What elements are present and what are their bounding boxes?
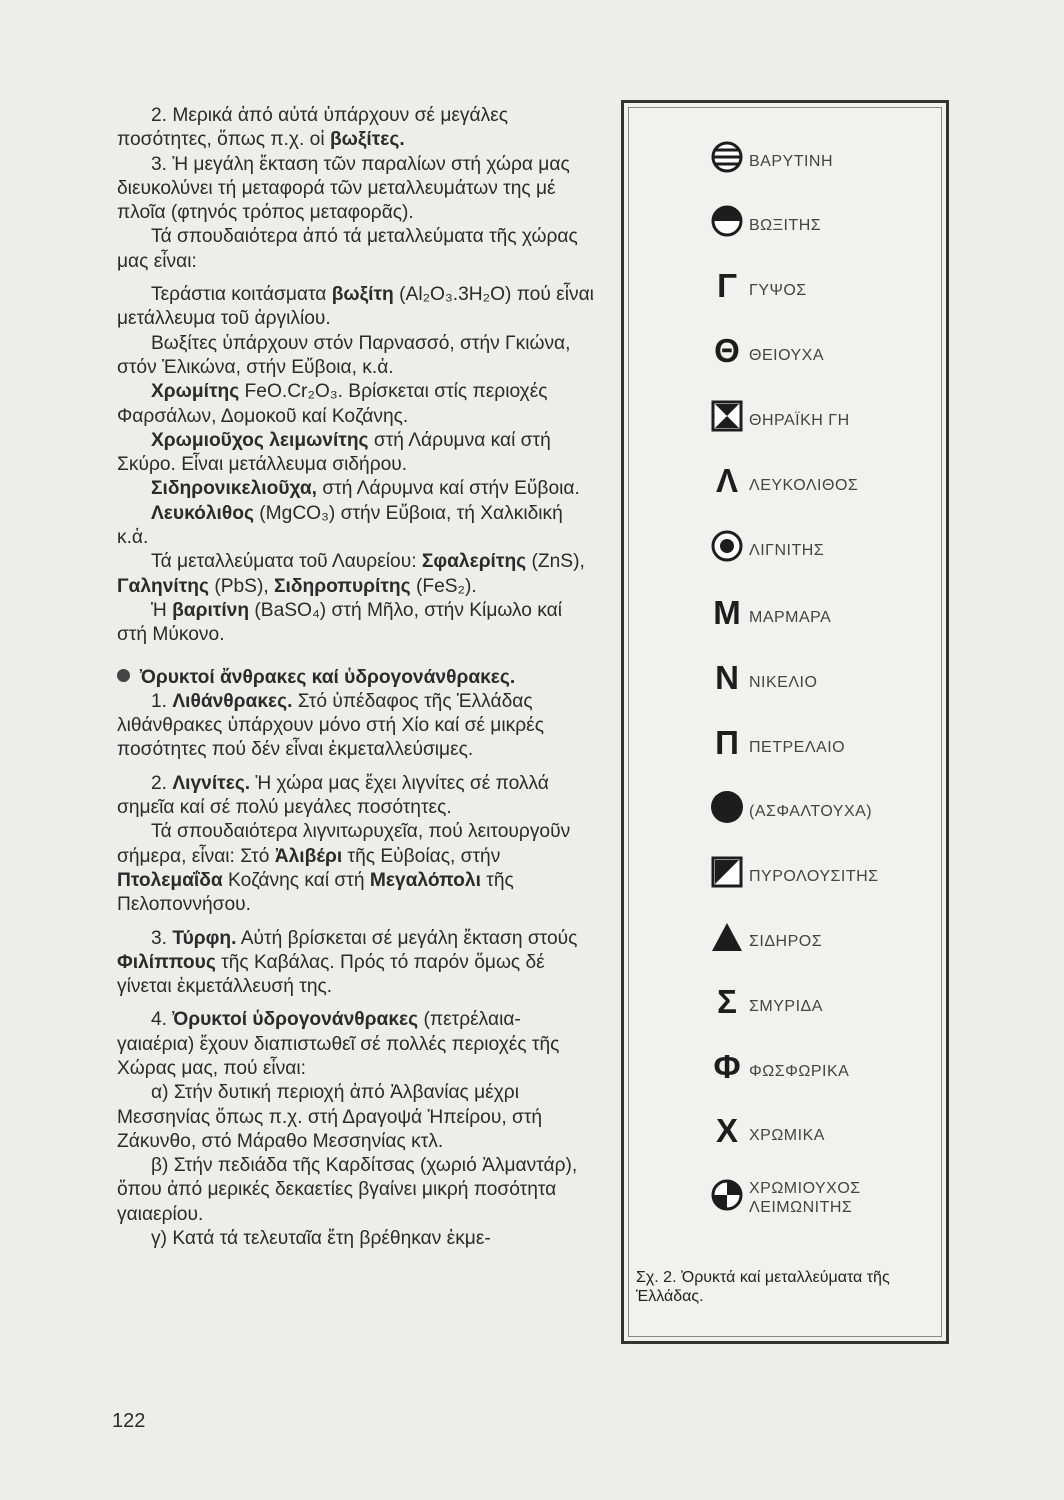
legend-item-bauxite bbox=[709, 203, 939, 243]
legend-label: (ΑΣΦΑΛΤΟΥΧΑ) bbox=[749, 803, 873, 820]
legend-label: ΒΑΡΥΤΙΝΗ bbox=[749, 153, 834, 170]
paragraph: Λευκόλιθος (MgCO₃) στήν Εὔβοια, τή Χαλκιδική κ.ἀ. bbox=[117, 502, 563, 549]
paragraph: 2. Μερικά ἀπό αὐτά ὑπάρχουν σέ μεγάλες ποσότητες, ὅπως π.χ. οἱ βωξίτες. bbox=[117, 105, 509, 151]
legend-item-emery bbox=[709, 984, 939, 1024]
legend-item-gypsum bbox=[709, 268, 939, 308]
paragraph: Ἡ βαριτίνη (BaSO₄) στή Μῆλο, στήν Κίμωλο καί στή Μύκονο. bbox=[117, 599, 563, 646]
figure-caption: Σχ. 2. Ὀρυκτά καί μεταλλεύματα τῆς Ἑλλάδας. bbox=[636, 1269, 890, 1305]
legend-symbol: Θ bbox=[714, 332, 740, 369]
paragraph: α) Στήν δυτική περιοχή ἀπό Ἀλβανίας μέχρι Μεσσηνίας ὅπως π.χ. στή Δραγοψά Ἠπείρου, στή Ζάκυνθο, στό Μάραθο Μεσσηνίας κτλ. bbox=[117, 1082, 543, 1152]
legend-item-barytine bbox=[709, 139, 939, 179]
legend-label: ΛΙΓΝΙΤΗΣ bbox=[749, 542, 825, 559]
legend-label: ΛΕΥΚΟΛΙΘΟΣ bbox=[749, 477, 859, 494]
legend-label: ΘΕΙΟΥΧΑ bbox=[749, 347, 825, 364]
legend-symbol: N bbox=[715, 659, 739, 696]
legend-label: ΠΕΤΡΕΛΑΙΟ bbox=[749, 739, 846, 756]
paragraph: 2. Λιγνίτες. Ἡ χώρα μας ἔχει λιγνίτες σέ πολλά σημεῖα καί σέ πολύ μεγάλες ποσότητες. bbox=[117, 772, 549, 819]
legend-item-marble bbox=[709, 595, 939, 635]
legend-symbol: M bbox=[713, 594, 741, 631]
legend-item-sulfides bbox=[709, 333, 939, 373]
paragraph: Τά σπουδαιότερα ἀπό τά μεταλλεύματα τῆς χώρας μας εἶναι: bbox=[117, 226, 578, 272]
legend-symbol: Φ bbox=[713, 1048, 741, 1085]
paragraph: γ) Κατά τά τελευταῖα ἔτη βρέθηκαν ἐκμε- bbox=[151, 1228, 491, 1250]
legend-box bbox=[621, 100, 949, 1344]
legend-item-asphalt bbox=[709, 789, 939, 829]
paragraph: Τά μεταλλεύματα τοῦ Λαυρείου: Σφαλερίτης (ZnS), Γαληνίτης (PbS), Σιδηροπυρίτης (FeS₂). bbox=[117, 551, 585, 597]
legend-item-lignite bbox=[709, 528, 939, 568]
paragraph: Βωξίτες ὑπάρχουν στόν Παρνασσό, στήν Γκιώνα, στόν Ἑλικώνα, στήν Εὔβοια, κ.ἀ. bbox=[117, 332, 571, 378]
legend-symbol: Γ bbox=[717, 267, 737, 304]
paragraph: Χρωμίτης FeO.Cr₂O₃. Βρίσκεται στίς περιοχές Φαρσάλων, Δομοκοῦ καί Κοζάνης. bbox=[117, 381, 548, 427]
legend-item-petroleum bbox=[709, 725, 939, 765]
paragraph: 4. Ὀρυκτοί ὑδρογονάνθρακες (πετρέλαια-γαιαέρια) ἔχουν διαπιστωθεῖ σέ πολλές περιοχές τῆς Χώρας μας, πού εἶναι: bbox=[117, 1009, 560, 1079]
bullseye-icon bbox=[709, 528, 745, 564]
legend-label: ΒΩΞΙΤΗΣ bbox=[749, 217, 822, 234]
paragraph: Τεράστια κοιτάσματα βωξίτη (Al₂O₃.3H₂O) πού εἶναι μετάλλευμα τοῦ ἀργιλίου. bbox=[117, 284, 594, 330]
page-number: 122 bbox=[112, 1410, 146, 1432]
legend-item-iron bbox=[709, 919, 939, 959]
legend-item-pyrolusite bbox=[709, 854, 939, 894]
legend-item-magnesite bbox=[709, 463, 939, 503]
striped-circle-icon bbox=[709, 139, 745, 175]
bullet-icon bbox=[117, 669, 130, 682]
legend-label: ΓΥΨΟΣ bbox=[749, 282, 807, 299]
paragraph: Τά σπουδαιότερα λιγνιτωρυχεῖα, πού λειτουργοῦν σήμερα, εἶναι: Στό Ἀλιβέρι τῆς Εὐβοίας, στήν Πτολεμαΐδα Κοζάνης καί στή Μεγαλόπολι τῆς Πελοποννήσου. bbox=[117, 821, 571, 916]
legend-label: ΦΩΣΦΩΡΙΚΑ bbox=[749, 1063, 850, 1080]
legend-symbol: Π bbox=[715, 724, 739, 761]
legend-label: ΠΥΡΟΛΟΥΣΙΤΗΣ bbox=[749, 868, 879, 885]
main-text-column bbox=[117, 104, 595, 1251]
legend-label: ΧΡΩΜΙΟΥΧΟΣ ΛΕΙΜΩΝΙΤΗΣ bbox=[749, 1180, 861, 1216]
legend-item-chromium bbox=[709, 1113, 939, 1153]
legend-item-nickel bbox=[709, 660, 939, 700]
legend-symbol: Λ bbox=[715, 462, 738, 499]
legend-label: ΜΑΡΜΑΡΑ bbox=[749, 609, 832, 626]
legend-label: ΣΜΥΡΙΔΑ bbox=[749, 998, 823, 1015]
paragraph: 3. Τύρφη. Αὐτή βρίσκεται σέ μεγάλη ἔκταση στούς Φιλίππους τῆς Καβάλας. Πρός τό παρόν ὅμως δέ γίνεται ἐκμετάλλευσή της. bbox=[117, 927, 578, 998]
paragraph: β) Στήν πεδιάδα τῆς Καρδίτσας (χωριό Ἀλμαντάρ), ὅπου ἀπό μερικές δεκαετίες βγαίνει μικρή ποσότητα γαιαερίου. bbox=[117, 1155, 578, 1225]
legend-symbol: X bbox=[715, 1112, 738, 1149]
legend-item-thera-earth bbox=[709, 398, 939, 438]
legend-label: ΘΗΡΑΪΚΗ ΓΗ bbox=[749, 412, 850, 429]
quartered-circle-icon bbox=[709, 1177, 745, 1213]
legend-item-chromiferous-limonite bbox=[709, 1177, 939, 1217]
paragraph: 1. Λιθάνθρακες. Στό ὑπέδαφος τῆς Ἑλλάδας λιθάνθρακες ὑπάρχουν μόνο στή Χίο καί σέ μικρές ποσότητες πού δέν εἶναι ἐκμεταλλεύσιμες. bbox=[117, 690, 544, 761]
hourglass-square-icon bbox=[709, 398, 745, 434]
diagonal-square-icon bbox=[709, 854, 745, 890]
filled-triangle-icon bbox=[709, 919, 745, 955]
paragraph: Χρωμιοῦχος λειμωνίτης στή Λάρυμνα καί στή Σκύρο. Εἶναι μετάλλευμα σιδήρου. bbox=[117, 429, 551, 476]
legend-item-phosphates bbox=[709, 1049, 939, 1089]
legend-label: ΝΙΚΕΛΙΟ bbox=[749, 674, 818, 691]
paragraph: 3. Ἡ μεγάλη ἔκταση τῶν παραλίων στή χώρα μας διευκολύνει τή μεταφορά τῶν μεταλλευμάτων της μέ πλοῖα (φτηνός τρόπος μεταφορᾶς). bbox=[117, 153, 570, 224]
legend-label: ΧΡΩΜΙΚΑ bbox=[749, 1127, 825, 1144]
paragraph: Σιδηρονικελιοῦχα, στή Λάρυμνα καί στήν Εὔβοια. bbox=[151, 478, 580, 500]
legend-symbol: Σ bbox=[717, 983, 737, 1020]
legend-label: ΣΙΔΗΡΟΣ bbox=[749, 933, 823, 950]
section-heading: Ὀρυκτοί ἄνθρακες καί ὑδρογονάνθρακες. bbox=[117, 666, 595, 690]
half-filled-circle-icon bbox=[709, 203, 745, 239]
filled-circle-icon bbox=[709, 789, 745, 825]
